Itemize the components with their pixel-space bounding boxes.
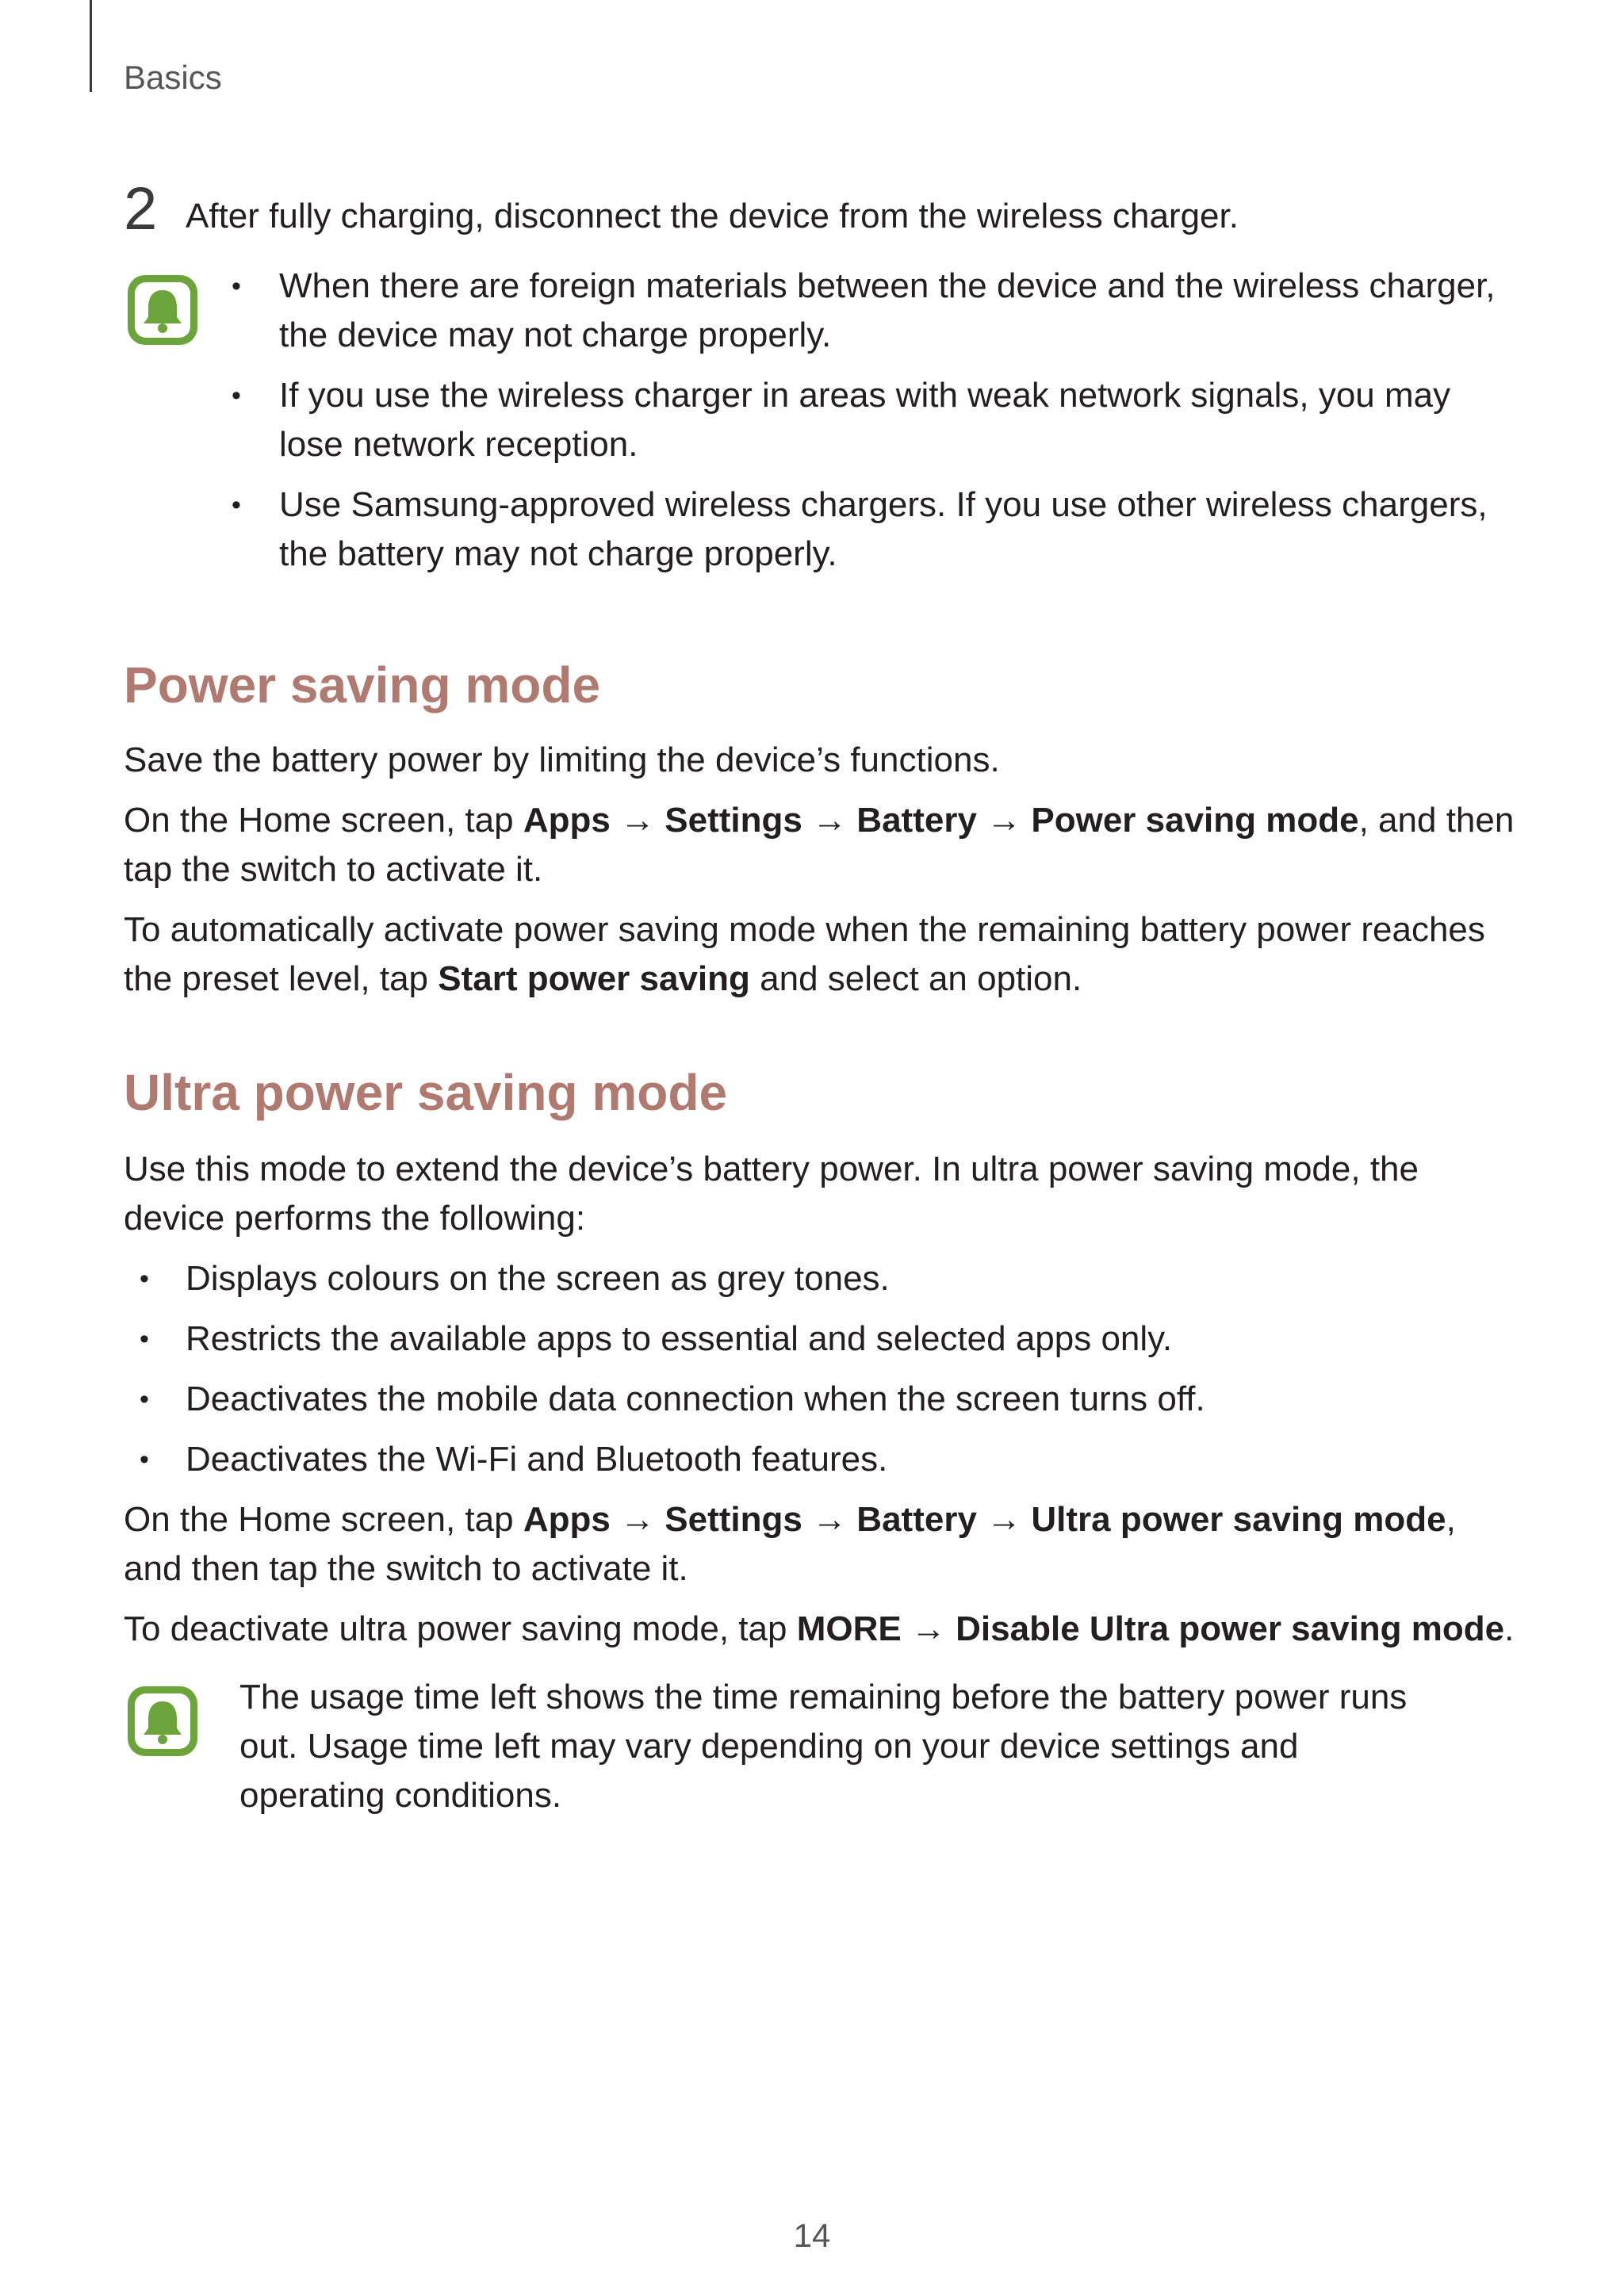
- settings-menu-ref: Settings: [665, 1500, 802, 1539]
- ultra-power-saving-features: [140, 1254, 1519, 1495]
- ultra-power-saving-heading: Ultra power saving mode: [124, 1064, 728, 1121]
- more-menu-ref: MORE: [796, 1609, 902, 1648]
- text-segment: On the Home screen, tap: [124, 1500, 523, 1539]
- arrow-icon: →: [802, 801, 857, 840]
- text-segment: To deactivate ultra power saving mode, tap: [124, 1609, 797, 1648]
- disable-ultra-ref: Disable Ultra power saving mode: [956, 1609, 1505, 1648]
- text-segment: , and then tap the switch to activate it.: [124, 1500, 1456, 1588]
- step-text: After fully charging, disconnect the device from the wireless charger.: [186, 197, 1239, 235]
- usage-time-note: The usage time left shows the time remaining before the battery power runs out. Usage time left may vary depending on your device settings and operating conditions.: [239, 1678, 1408, 1815]
- power-saving-auto-instructions: [124, 905, 1519, 1004]
- ultra-power-saving-instructions: [124, 1495, 1519, 1594]
- arrow-icon: →: [610, 801, 665, 840]
- arrow-icon: →: [976, 1500, 1032, 1539]
- text-segment: On the Home screen, tap: [124, 801, 523, 840]
- text-segment: , and then tap the switch to activate it.: [124, 801, 1515, 889]
- ultra-power-saving-mode-ref: Ultra power saving mode: [1031, 1500, 1446, 1539]
- power-saving-instructions: [124, 796, 1519, 894]
- running-header: Basics: [124, 59, 222, 96]
- text-segment: and select an option.: [749, 959, 1082, 998]
- arrow-icon: →: [610, 1500, 665, 1539]
- battery-menu-ref: Battery: [856, 801, 977, 840]
- ultra-power-saving-deactivate: [124, 1605, 1519, 1654]
- list-item: • If you use the wireless charger in areas with weak network signals, you may lose network reception.: [232, 371, 1516, 469]
- notice-bell-icon: [124, 1682, 201, 1760]
- list-item: • When there are foreign materials between the device and the wireless charger, the device may not charge properly.: [232, 262, 1516, 360]
- text-segment: .: [1504, 1609, 1515, 1648]
- power-saving-heading: Power saving mode: [124, 656, 601, 714]
- apps-menu-ref: Apps: [523, 801, 611, 840]
- battery-menu-ref: Battery: [856, 1500, 977, 1539]
- list-item: • Use Samsung-approved wireless chargers. If you use other wireless chargers, the battery may not charge properly.: [232, 480, 1516, 579]
- arrow-icon: →: [976, 801, 1032, 840]
- list-item: • Deactivates the Wi-Fi and Bluetooth features.: [140, 1435, 1519, 1484]
- arrow-icon: →: [802, 1500, 857, 1539]
- power-saving-description: Save the battery power by limiting the device’s functions.: [124, 740, 1000, 779]
- settings-menu-ref: Settings: [665, 801, 802, 840]
- text-segment: To automatically activate power saving mode when the remaining battery power reaches the preset level, tap: [124, 910, 1485, 998]
- power-saving-mode-ref: Power saving mode: [1031, 801, 1359, 840]
- page-number: 14: [793, 2217, 831, 2254]
- wireless-charging-notes: [232, 262, 1516, 590]
- start-power-saving-ref: Start power saving: [438, 959, 750, 998]
- list-item: • Deactivates the mobile data connection when the screen turns off.: [140, 1375, 1519, 1424]
- apps-menu-ref: Apps: [523, 1500, 611, 1539]
- ultra-power-saving-description: Use this mode to extend the device’s battery power. In ultra power saving mode, the device performs the following:: [124, 1150, 1419, 1238]
- list-item: • Restricts the available apps to essential and selected apps only.: [140, 1314, 1519, 1364]
- step-number: 2: [124, 175, 158, 243]
- header-rule: [90, 0, 92, 92]
- arrow-icon: →: [901, 1609, 956, 1648]
- notice-bell-icon: [124, 271, 201, 349]
- list-item: • Displays colours on the screen as grey tones.: [140, 1254, 1519, 1303]
